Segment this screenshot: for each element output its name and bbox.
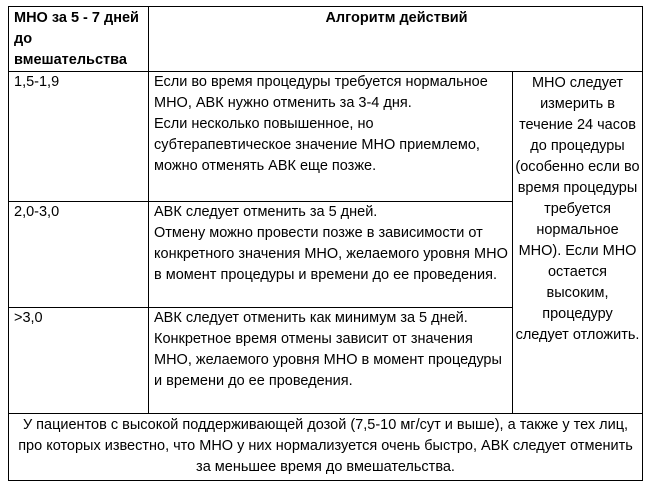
footer-note: У пациентов с высокой поддерживающей дозой (7,5-10 мг/сут и выше), а также у тех лиц, про которых известно, что МНО у них нормализуется очень быстро, АВК следует отменить за меньшее время до вмешательства.	[9, 414, 643, 481]
side-note-cell: МНО следует измерить в течение 24 часов до процедуры (особенно если во время процедуры требуется нормальное МНО). Если МНО остается высоким, процедуру следует отложить.	[513, 72, 643, 414]
algorithm-cell	[149, 308, 513, 414]
inr-range-cell: >3,0	[9, 308, 149, 414]
header-row	[9, 7, 643, 72]
algorithm-cell	[149, 202, 513, 308]
algorithm-text: АВК следует отменить как минимум за 5 дней.	[154, 310, 468, 326]
algorithm-text: Конкретное время отмены зависит от значения МНО, желаемого уровня МНО в момент процедуры и времени до ее проведения.	[154, 331, 502, 389]
inr-algorithm-table	[8, 6, 643, 481]
table-row	[9, 72, 643, 202]
footer-row	[9, 414, 643, 481]
inr-range-cell: 2,0-3,0	[9, 202, 149, 308]
algorithm-cell	[149, 72, 513, 202]
header-inr: МНО за 5 - 7 дней до вмешательства	[9, 7, 149, 72]
header-algorithm: Алгоритм действий	[149, 7, 643, 72]
algorithm-text: Если несколько повышенное, но субтерапевтическое значение МНО приемлемо, можно отменять АВК еще позже.	[154, 116, 480, 174]
algorithm-text: Отмену можно провести позже в зависимости от конкретного значения МНО, желаемого уровня МНО в момент процедуры и времени до ее проведения.	[154, 225, 508, 283]
algorithm-text: АВК следует отменить за 5 дней.	[154, 204, 378, 220]
algorithm-text: Если во время процедуры требуется нормальное МНО, АВК нужно отменить за 3-4 дня.	[154, 74, 488, 111]
inr-range-cell: 1,5-1,9	[9, 72, 149, 202]
